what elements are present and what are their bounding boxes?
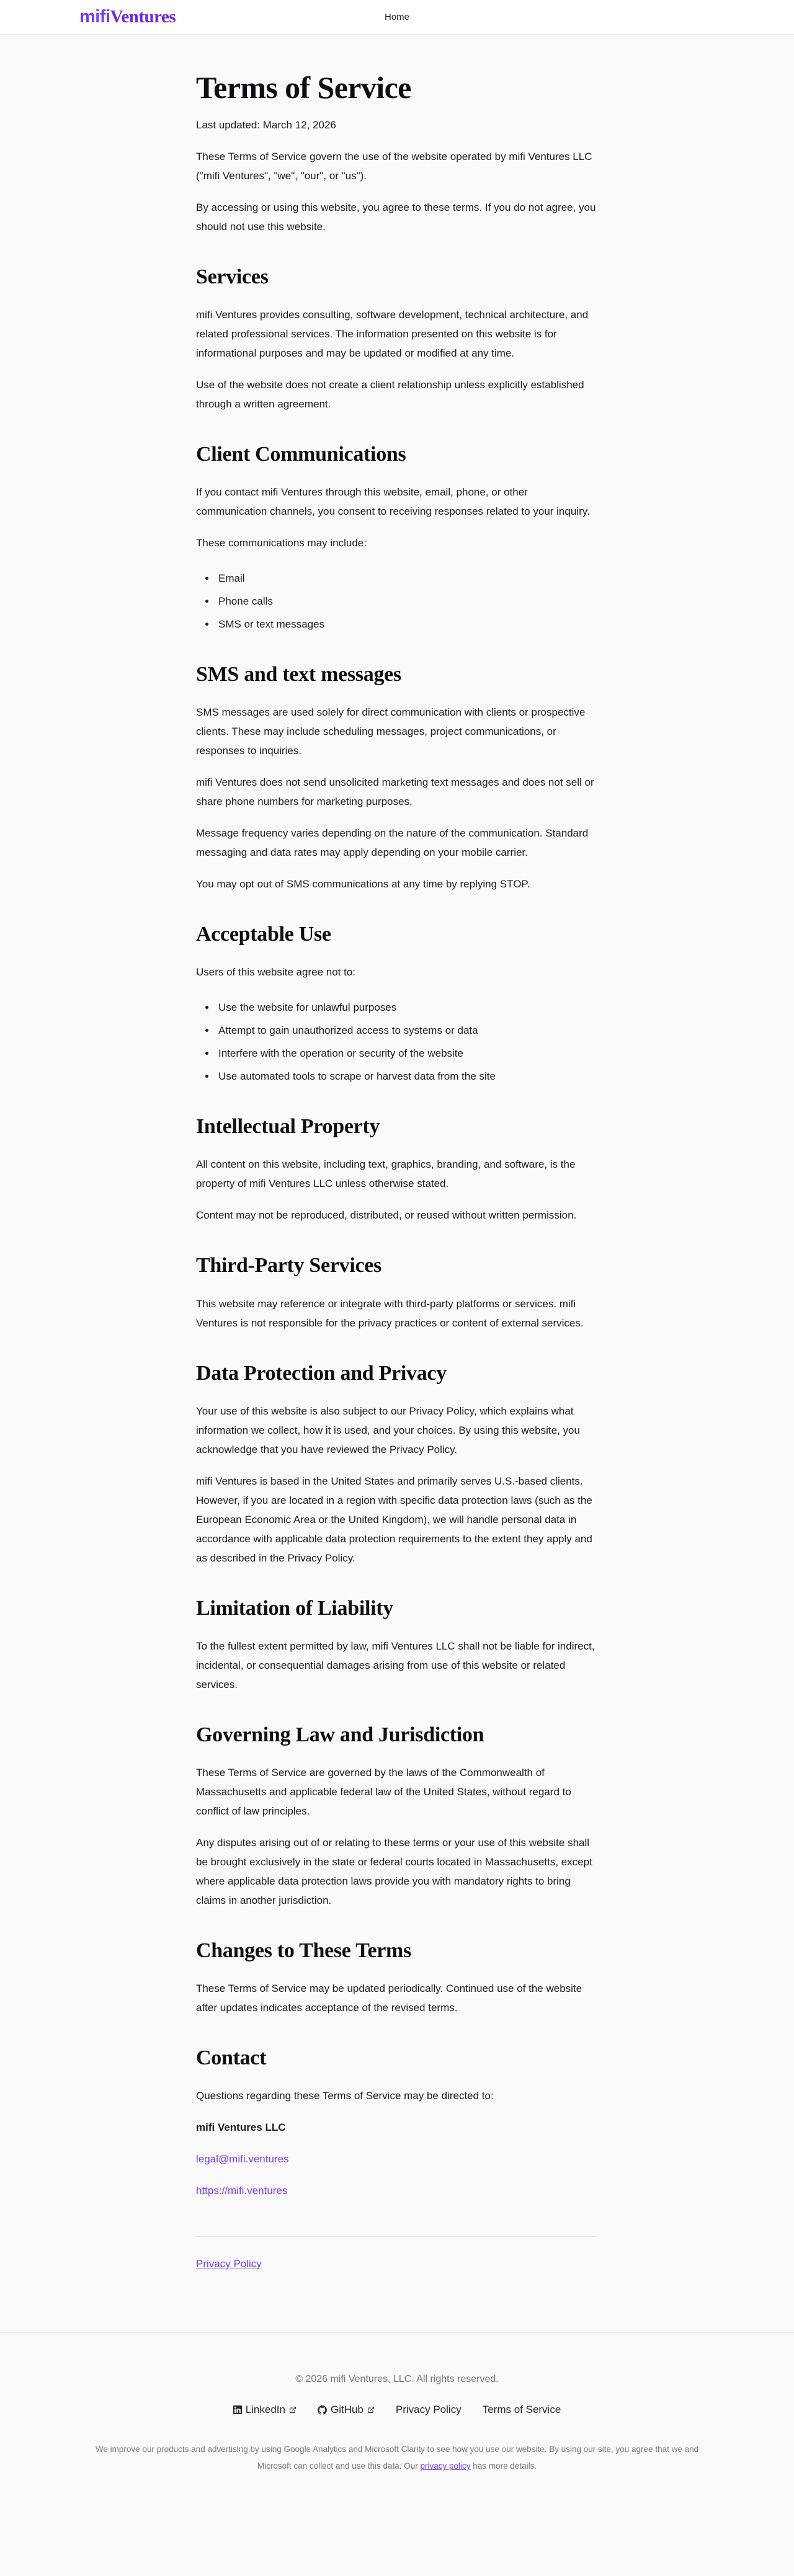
- content-divider: [196, 2236, 598, 2237]
- linkedin-icon: [233, 2405, 242, 2414]
- footer-link-github[interactable]: [318, 2404, 375, 2416]
- contact-link-row: [196, 2149, 598, 2169]
- header-inner: [79, 0, 715, 34]
- list-item: • SMS or text messages: [216, 615, 598, 634]
- section-heading: Limitation of Liability: [196, 1596, 394, 1620]
- paragraph: Users of this website agree not to:: [196, 966, 356, 979]
- paragraph: mifi Ventures provides consulting, software development, technical architecture, and related professional services. The information presented on this website is for informational purposes and may be updated or modified at any time.: [196, 309, 589, 360]
- section-heading: Services: [196, 265, 269, 288]
- disclaimer-text-before: We improve our products and advertising by using Google Analytics and Microsoft Clarity to see how you use our website. By using our site, you agree that we and Microsoft can collect and use this data. Our: [95, 2445, 699, 2471]
- brand-logo-mifi: mifi: [79, 7, 110, 27]
- section-intellectual-property: [196, 1114, 598, 1225]
- paragraph: These Terms of Service govern the use of the website operated by mifi Ventures LLC ("mifi Ventures", "we", "our", or "us").: [196, 151, 592, 182]
- paragraph: mifi Ventures does not send unsolicited marketing text messages and does not sell or share phone numbers for marketing purposes.: [196, 776, 594, 808]
- section-acceptable-use: [196, 922, 598, 1086]
- page-title: Terms of Service: [196, 70, 411, 105]
- paragraph: Any disputes arising out of or relating to these terms or your use of this website shall be brought exclusively in the state or federal courts located in Massachusetts, except where applicable data protection laws provide you with mandatory rights to bring claims in another jurisdiction.: [196, 1836, 592, 1906]
- paragraph: To the fullest extent permitted by law, mifi Ventures LLC shall not be liable for indirect, incidental, or consequential damages arising from use of this website or related services.: [196, 1640, 595, 1690]
- bullet-list: [196, 998, 598, 1086]
- list-item: • Use the website for unlawful purposes: [216, 998, 598, 1017]
- paragraph: Message frequency varies depending on the nature of the communication. Standard messaging and data rates may apply depending on your mobile carrier.: [196, 827, 589, 859]
- section-heading: Third-Party Services: [196, 1254, 381, 1277]
- external-link-icon: [367, 2406, 375, 2414]
- analytics-disclaimer: [84, 2441, 710, 2474]
- section-heading: Contact: [196, 2046, 267, 2069]
- paragraph: Content may not be reproduced, distributed, or reused without written permission.: [196, 1209, 577, 1222]
- contact-link[interactable]: https://mifi.ventures: [196, 2185, 288, 2197]
- list-item: • Attempt to gain unauthorized access to systems or data: [216, 1021, 598, 1040]
- section-client-communications: [196, 442, 598, 634]
- list-item: • Interfere with the operation or security of the website: [216, 1044, 598, 1063]
- list-item: • Use automated tools to scrape or harvest data from the site: [216, 1067, 598, 1086]
- paragraph: mifi Ventures is based in the United States and primarily serves U.S.-based clients. However, if you are located in a region with specific data protection laws (such as the European Economic Area or the United Kingdom), we will handle personal data in accordance with applicable data protection requirements to the extent they apply and as described in the Privacy Policy.: [196, 1475, 592, 1564]
- paragraph: Use of the website does not create a client relationship unless explicitly established through a written agreement.: [196, 379, 584, 411]
- contact-link[interactable]: legal@mifi.ventures: [196, 2153, 289, 2165]
- site-footer: [0, 2332, 794, 2530]
- list-item: • Phone calls: [216, 592, 598, 611]
- last-updated-text: Last updated: March 12, 2026: [196, 119, 336, 131]
- brand-logo-ventures: Ventures: [110, 7, 176, 27]
- section-data-protection-and-privacy: [196, 1361, 598, 1568]
- section-heading: Governing Law and Jurisdiction: [196, 1723, 484, 1746]
- section-governing-law-and-jurisdiction: [196, 1723, 598, 1910]
- sections-container: [196, 147, 598, 2200]
- list-item: • Email: [216, 569, 598, 588]
- terms-of-service-page: [196, 35, 598, 2305]
- paragraph: If you contact mifi Ventures through this website, email, phone, or other communication channels, you consent to receiving responses related to your inquiry.: [196, 486, 590, 518]
- external-link-icon: [289, 2406, 297, 2414]
- footer-link-label: GitHub: [330, 2404, 364, 2416]
- nav-home-link[interactable]: Home: [384, 12, 410, 22]
- disclaimer-text-after: has more details.: [470, 2461, 537, 2471]
- prefooter-privacy-policy-link[interactable]: Privacy Policy: [196, 2258, 262, 2270]
- section-limitation-of-liability: [196, 1596, 598, 1694]
- paragraph: You may opt out of SMS communications at any time by replying STOP.: [196, 878, 530, 890]
- section-heading: Intellectual Property: [196, 1115, 380, 1139]
- site-header: [0, 0, 794, 35]
- paragraph: SMS messages are used solely for direct communication with clients or prospective clients. These may include scheduling messages, project communications, or responses to inquiries.: [196, 706, 586, 757]
- brand-logo[interactable]: [79, 8, 176, 26]
- github-icon: [318, 2405, 327, 2415]
- section-contact: [196, 2046, 598, 2200]
- bullet-list: [196, 569, 598, 634]
- section-heading: Data Protection and Privacy: [196, 1361, 447, 1385]
- paragraph: These communications may include:: [196, 537, 367, 549]
- paragraph: All content on this website, including text, graphics, branding, and software, is the property of mifi Ventures LLC unless otherwise stated.: [196, 1158, 576, 1190]
- section-heading: Client Communications: [196, 443, 406, 466]
- footer-nav: [15, 2404, 779, 2416]
- paragraph: Questions regarding these Terms of Service may be directed to:: [196, 2090, 494, 2102]
- section-changes-to-these-terms: [196, 1939, 598, 2017]
- paragraph-bold: mifi Ventures LLC: [196, 2121, 286, 2134]
- paragraph: These Terms of Service may be updated periodically. Continued use of the website after updates indicates acceptance of the revised terms.: [196, 1982, 582, 2014]
- paragraph: These Terms of Service are governed by the laws of the Commonwealth of Massachusetts and applicable federal law of the United States, without regard to conflict of law principles.: [196, 1766, 571, 1817]
- section-heading: Acceptable Use: [196, 923, 331, 946]
- section-intro: [196, 147, 598, 236]
- contact-link-row: [196, 2181, 598, 2200]
- section-heading: Changes to These Terms: [196, 1939, 411, 1962]
- section-third-party-services: [196, 1253, 598, 1332]
- paragraph: This website may reference or integrate with third-party platforms or services. mifi Ventures is not responsible for the privacy practices or content of external services.: [196, 1297, 584, 1329]
- footer-link-terms-of-service[interactable]: Terms of Service: [482, 2404, 561, 2416]
- section-heading: SMS and text messages: [196, 663, 401, 686]
- paragraph: By accessing or using this website, you agree to these terms. If you do not agree, you should not use this website.: [196, 202, 596, 233]
- footer-link-label: LinkedIn: [245, 2404, 285, 2416]
- paragraph: Your use of this website is also subject to our Privacy Policy, which explains what information we collect, how it is used, and your choices. By using this website, you acknowledge that you have reviewed the Privacy Policy.: [196, 1405, 580, 1455]
- section-services: [196, 265, 598, 414]
- section-sms-and-text-messages: [196, 662, 598, 894]
- footer-link-privacy-policy[interactable]: Privacy Policy: [395, 2404, 462, 2416]
- disclaimer-privacy-policy-link[interactable]: privacy policy: [420, 2461, 471, 2471]
- copyright-text: © 2026 mifi Ventures, LLC. All rights reserved.: [295, 2374, 499, 2385]
- footer-link-linkedin[interactable]: [233, 2404, 297, 2416]
